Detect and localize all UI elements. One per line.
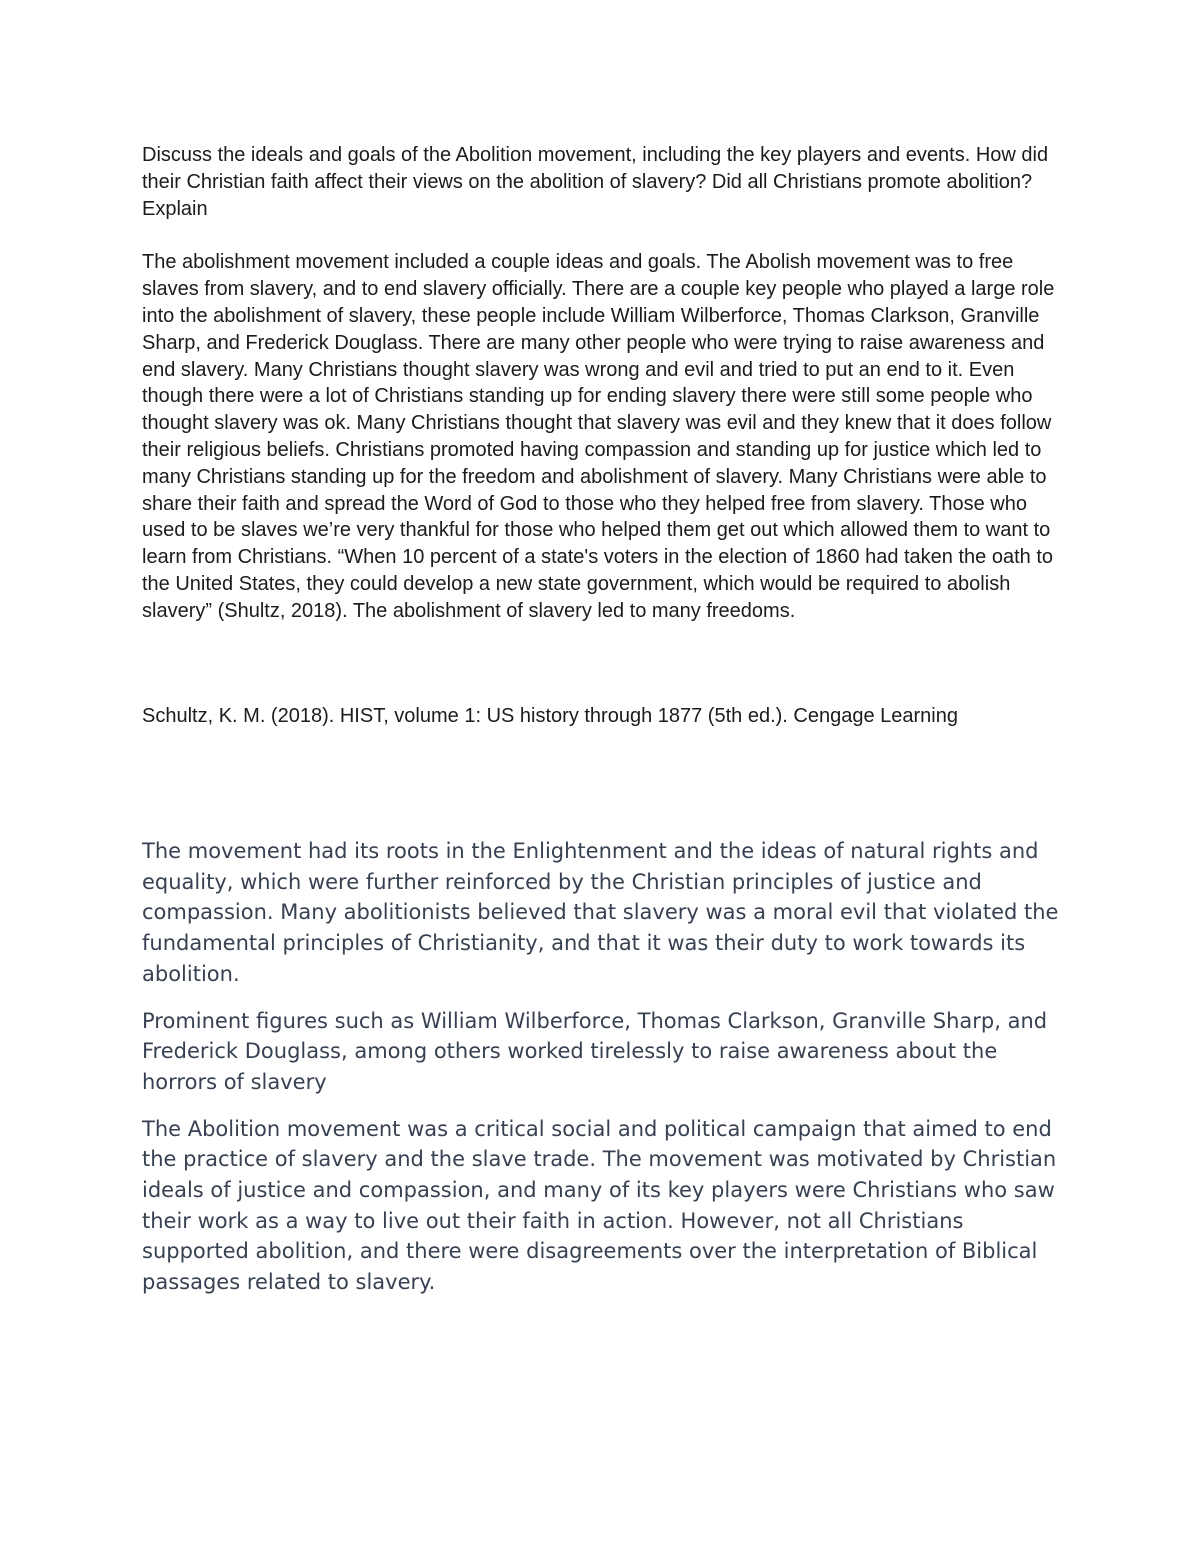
essay-prompt: Discuss the ideals and goals of the Abolition movement, including the key players and events. How did their Christian faith affect their views on the abolition of slavery? Did all Christians promote abolition? Explain (142, 144, 1049, 220)
reference-citation: Schultz, K. M. (2018). HIST, volume 1: US history through 1877 (5th ed.). Cengage Learning (142, 705, 958, 727)
supplementary-paragraph: The movement had its roots in the Enlightenment and the ideas of natural rights and equality, which were further reinforced by the Christian principles of justice and compassion. Many abolitionists believed that slavery was a moral evil that violated the fundamental principles of Christianity, and that it was their duty to work towards its abolition. (142, 839, 1059, 986)
essay-answer: The abolishment movement included a couple ideas and goals. The Abolish movement was to free slaves from slavery, and to end slavery officially. There are a couple key people who played a large role into the abolishment of slavery, these people include William Wilberforce, Thomas Clarkson, Granville Sharp, and Frederick Douglass. There are many other people who were trying to raise awareness and end slavery. Many Christians thought slavery was wrong and evil and tried to put an end to it. Even though there were a lot of Christians standing up for ending slavery there were still some people who thought slavery was ok. Many Christians thought that slavery was evil and they knew that it does follow their religious beliefs. Christians promoted having compassion and standing up for justice which led to many Christians standing up for the freedom and abolishment of slavery. Many Christians were able to share their faith and spread the Word of God to those who they helped free from slavery. Those who used to be slaves we’re very thankful for those who helped them get out which allowed them to want to learn from Christians. “When 10 percent of a state's voters in the election of 1860 had taken the oath to the United States, they could develop a new state government, which would be required to abolish slavery” (Shultz, 2018). The abolishment of slavery led to many freedoms. (142, 251, 1055, 622)
supplementary-paragraph: Prominent figures such as William Wilberforce, Thomas Clarkson, Granville Sharp, and Frederick Douglass, among others worked tirelessly to raise awareness about the horrors of slavery (142, 1008, 1048, 1094)
supplementary-section (142, 836, 1072, 1314)
essay-section (142, 142, 1072, 625)
supplementary-paragraph: The Abolition movement was a critical social and political campaign that aimed to end the practice of slavery and the slave trade. The movement was motivated by Christian ideals of justice and compassion, and many of its key players were Christians who saw their work as a way to live out their faith in action. However, not all Christians supported abolition, and there were disagreements over the interpretation of Biblical passages related to slavery. (142, 1116, 1057, 1295)
